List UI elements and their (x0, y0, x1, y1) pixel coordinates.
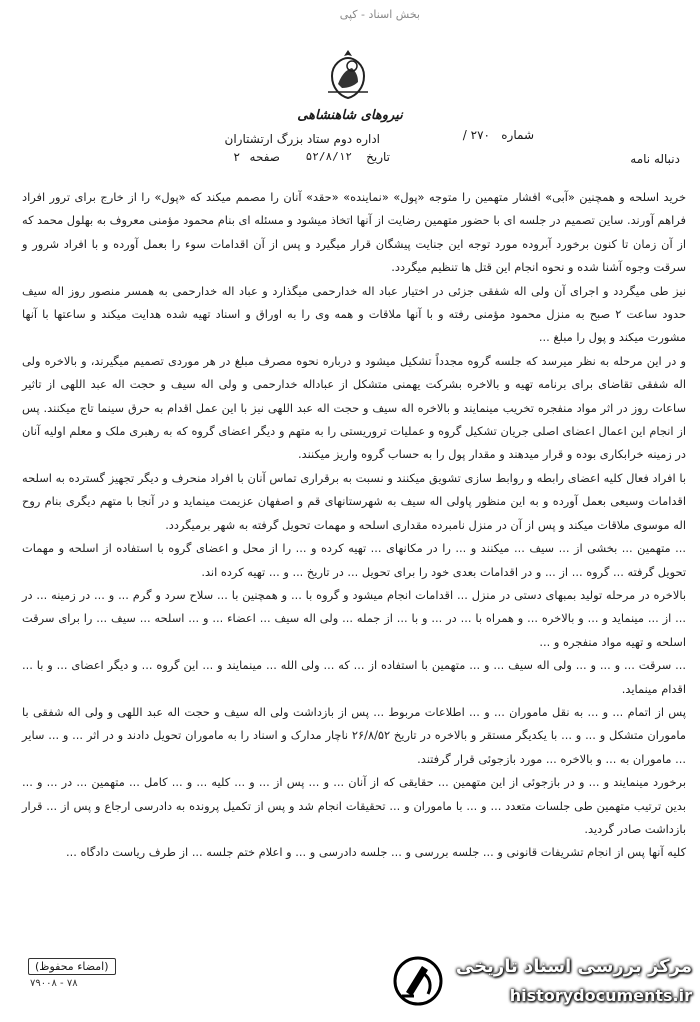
watermark-persian-text: مرکز بررسی اسناد تاریخی (455, 956, 692, 977)
archive-logo-icon (392, 954, 444, 1008)
paragraph: کلیه آنها پس از انجام تشریفات قانونی و ... جلسه بررسی و ... جلسه دادرسی و ... و اعلام ختم جلسه ... از طرف ریاست دادگاه ... (65, 845, 686, 860)
paragraph: ... متهمین ... بخشی از ... سیف ... میکنند و ... را در مکانهای ... تهیه کرده و ... را از محل و اعضای گروه با استفاده از اسلحه و مهمات تحویل گرفته ... گروه ... از ... و در اقدامات بعدی خود را برای تحویل ... در تاریخ ... و ... تهیه کرده اند. (22, 541, 686, 579)
page-label: صفحه (249, 150, 280, 164)
organization-name: نیروهای شاهنشاهی (297, 108, 403, 123)
letter-body (22, 186, 686, 865)
date-value: ۵۲/۸/۱۲ (305, 150, 352, 163)
paragraph: نیز طی میگردد و اجرای آن ولی اله شفقی جزئی در اختیار عباد اله خدارحمی میگذارد و عباد اله خدارحمی به همسر منصور روز اله سیف حدود ساعت ۲ صبح به منزل محمود مؤمنی رفته و با آنها ملاقات و همه وی را به اوراق و اسناد تهیه شده هدایت میکند و ساعتها با آنها مشورت میکند و پول را مبلغ ... (22, 283, 686, 345)
paragraph: و در این مرحله به نظر میرسد که جلسه گروه مجدداً تشکیل میشود و درباره نحوه مصرف مبلغ در هر موردی تصمیم میگیرند، و بالاخره ولی اله شفقی تقاضای برای برنامه تهیه و بالاخره بشرکت یهمنی متشکل از عباداله خدارحمی و ولی اله سیف و حجت اله عبد اللهی از تاثیر ساعات روز در اثر مواد منفجره تخریب مینمایند و بالاخره اله سیف و حجت اله عبد اللهی نیز با این عمل اقدام به حرق سینما تاج میکنند. پس از انجام این اعمال اعضای اصلی جریان تشکیل گروه و عملیات تروریستی را به متهم و دیگر اعضای گروه که به رهبری ملک و معلم اولیه آنان در زمینه خرابکاری بوده و قرار میدهند و مقدار پول را به حساب گروه واریز میکنند. (22, 353, 686, 462)
watermark-url: historydocuments.ir (509, 986, 692, 1005)
paragraph: با افراد فعال کلیه اعضای رابطه و روابط سازی تشویق میکنند و نسبت به برقراری تماس آنان با افراد منحرف و دیگر تجهیز گسترده به اسلحه اقدامات وسیعی بعمل آورده و به این منظور پاولی اله سیف به شهرستانهای قم و اصفهان عزیمت مینماید و در آنجا با متهم دیگری بنام روح اله موسوی ملاقات میکند و پس از آن در منزل نامبرده مقداری اسلحه و مهمات تحویل گرفته به شهر برمیگردد. (22, 470, 686, 532)
signature-note: (امضاء محفوظ) (28, 958, 116, 975)
number-value: ۲۷۰ / (462, 128, 490, 142)
number-label: شماره (501, 128, 534, 142)
date-label: تاریخ (366, 150, 390, 164)
archive-watermark (392, 950, 692, 1014)
paragraph: خرید اسلحه و همچنین «آبی» افشار متهمین را متوجه «پول» «نماینده» «حقد» آنان را مصمم میکند که «پول» را از خارج برای ترور افراد فراهم آورند. ساین تصمیم در جلسه ای با حضور متهمین رضایت از آنها اتخاذ میشود و مسئله ای بنام محمود مؤمنی معروف به بهلول محمد که از آن زمان تا کنون برخورد آبروده مورد توجه این جنایت پیشگان قرار میگیرد و پس از آن اقدامات سوء را بعمل آورده و با افراد شرور و سرقت وجوه آشنا شده و نحوه انجام این قتل ها تنظیم میگردد. (22, 190, 686, 275)
top-header-line: بخش اسناد - کپی (339, 8, 420, 21)
paragraph: بالاخره در مرحله تولید بمبهای دستی در منزل ... اقدامات انجام میشود و گروه با ... و همچنین با ... سلاح سرد و گرم ... و ... در زمینه ... در ... از ... مینماید و ... و بالاخره ... و همراه با ... در ... و با ... از جمله ... ولی اله سیف ... اعضاء ... و ... اسلحه ... سیف ... را برای سرقت اسلحه و تهیه مواد منفجره و ... (22, 587, 686, 649)
paragraph: ... سرقت ... و ... و ... ولی اله سیف ... و ... متهمین با استفاده از ... که ... ولی الله ... مینمایند و ... این گروه ... و دیگر اعضای ... و با ... اقدام مینماید. (22, 658, 686, 696)
footer-number: ۷۹۰۰۸ - ۷۸ (30, 978, 78, 989)
imperial-emblem (318, 46, 378, 104)
continuation-label: دنباله نامه (630, 152, 680, 166)
department-name: اداره دوم ستاد بزرگ ارتشتاران (224, 132, 380, 146)
paragraph: برخورد مینمایند و ... و در بازجوئی از این متهمین ... حقایقی که از آنان ... و ... پس از ... و ... کلیه ... و ... کامل ... متهمین ... در ... و ... بدین ترتیب متهمین طی جلسات متعدد ... و ... با ماموران و ... تحقیقات انجام شد و پس از تکمیل پرونده به دادرسی ارجاع و پس از ... قرار بازداشت صادر گردید. (22, 775, 686, 836)
page-value: ۲ (233, 150, 240, 164)
paragraph: پس از اتمام ... و ... به نقل ماموران ... و ... اطلاعات مربوط ... پس از بازداشت ولی اله سیف و حجت اله عبد اللهی و ولی اله شفقی با ماموران متشکل و ... و ... با یکدیگر مستقر و بالاخره در تاریخ ۲۶/۸/۵۲ ناچار مدارک و اسناد را به ماموران تحویل دادند و در اثر ... و ... سایر ... ماموران به ... و بالاخره ... مورد بازجوئی قرار گرفتند. (22, 704, 686, 766)
